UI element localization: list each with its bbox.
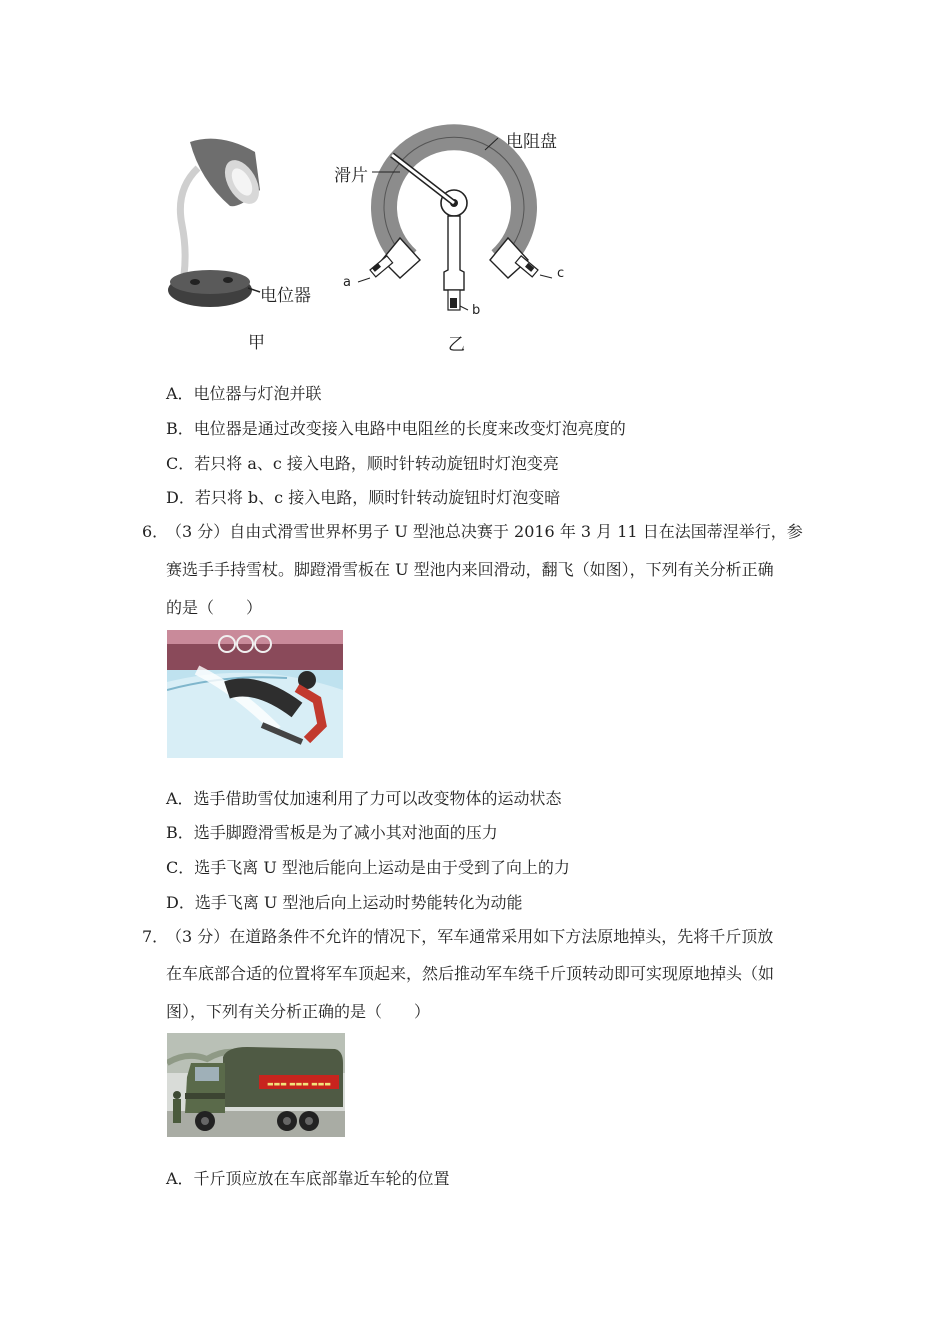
q7-stem-line-1: （3 分）在道路条件不允许的情况下，军车通常采用如下方法原地掉头，先将千斤顶放 <box>166 927 774 946</box>
slider-label: 滑片 <box>334 166 368 186</box>
terminal-b-label: b <box>472 303 481 318</box>
q6-number: 6． <box>142 522 169 541</box>
q7-option-a: A．千斤顶应放在车底部靠近车轮的位置 <box>166 1169 450 1188</box>
potentiometer-label: 电位器 <box>260 286 311 306</box>
snowboarder-photo <box>167 630 343 758</box>
q5-option-b: B．电位器是通过改变接入电路中电阻丝的长度来改变灯泡亮度的 <box>166 419 626 438</box>
q5-option-a: A．电位器与灯泡并联 <box>166 384 322 403</box>
q6-stem-line-2: 赛选手手持雪杖。脚蹬滑雪板在 U 型池内来回滑动，翻飞（如图），下列有关分析正确 <box>166 560 774 579</box>
terminal-c-label: c <box>557 266 565 281</box>
resistor-disk-label: 电阻盘 <box>506 132 557 152</box>
figure-jia-caption: 甲 <box>248 333 265 353</box>
q5-option-c: C．若只将 a、c 接入电路，顺时针转动旋钮时灯泡变亮 <box>166 454 559 473</box>
q6-option-a: A．选手借助雪仗加速利用了力可以改变物体的运动状态 <box>166 789 562 808</box>
q7-stem-line-2: 在车底部合适的位置将军车顶起来，然后推动军车绕千斤顶转动即可实现原地掉头（如 <box>166 964 775 983</box>
svg-text:▬▬▬ ▬▬▬ ▬▬▬: ▬▬▬ ▬▬▬ ▬▬▬ <box>267 1080 331 1088</box>
military-truck-photo <box>167 1033 345 1137</box>
q6-stem-line-3: 的是（ ） <box>166 598 263 617</box>
figure-yi-caption: 乙 <box>448 335 465 355</box>
q6-stem-line-1: （3 分）自由式滑雪世界杯男子 U 型池总决赛于 2016 年 3 月 11 日在法国蒂涅举行，参 <box>166 522 803 541</box>
q6-option-c: C．选手飞离 U 型池后能向上运动是由于受到了向上的力 <box>166 858 570 877</box>
q7-stem-line-3: 图），下列有关分析正确的是（ ） <box>166 1002 431 1021</box>
q6-option-b: B．选手脚蹬滑雪板是为了减小其对池面的压力 <box>166 823 498 842</box>
terminal-a-label: a <box>343 275 351 290</box>
q7-number: 7． <box>142 927 169 946</box>
q5-option-d: D．若只将 b、c 接入电路，顺时针转动旋钮时灯泡变暗 <box>166 488 561 507</box>
q6-option-d: D．选手飞离 U 型池后向上运动时势能转化为动能 <box>166 893 523 912</box>
